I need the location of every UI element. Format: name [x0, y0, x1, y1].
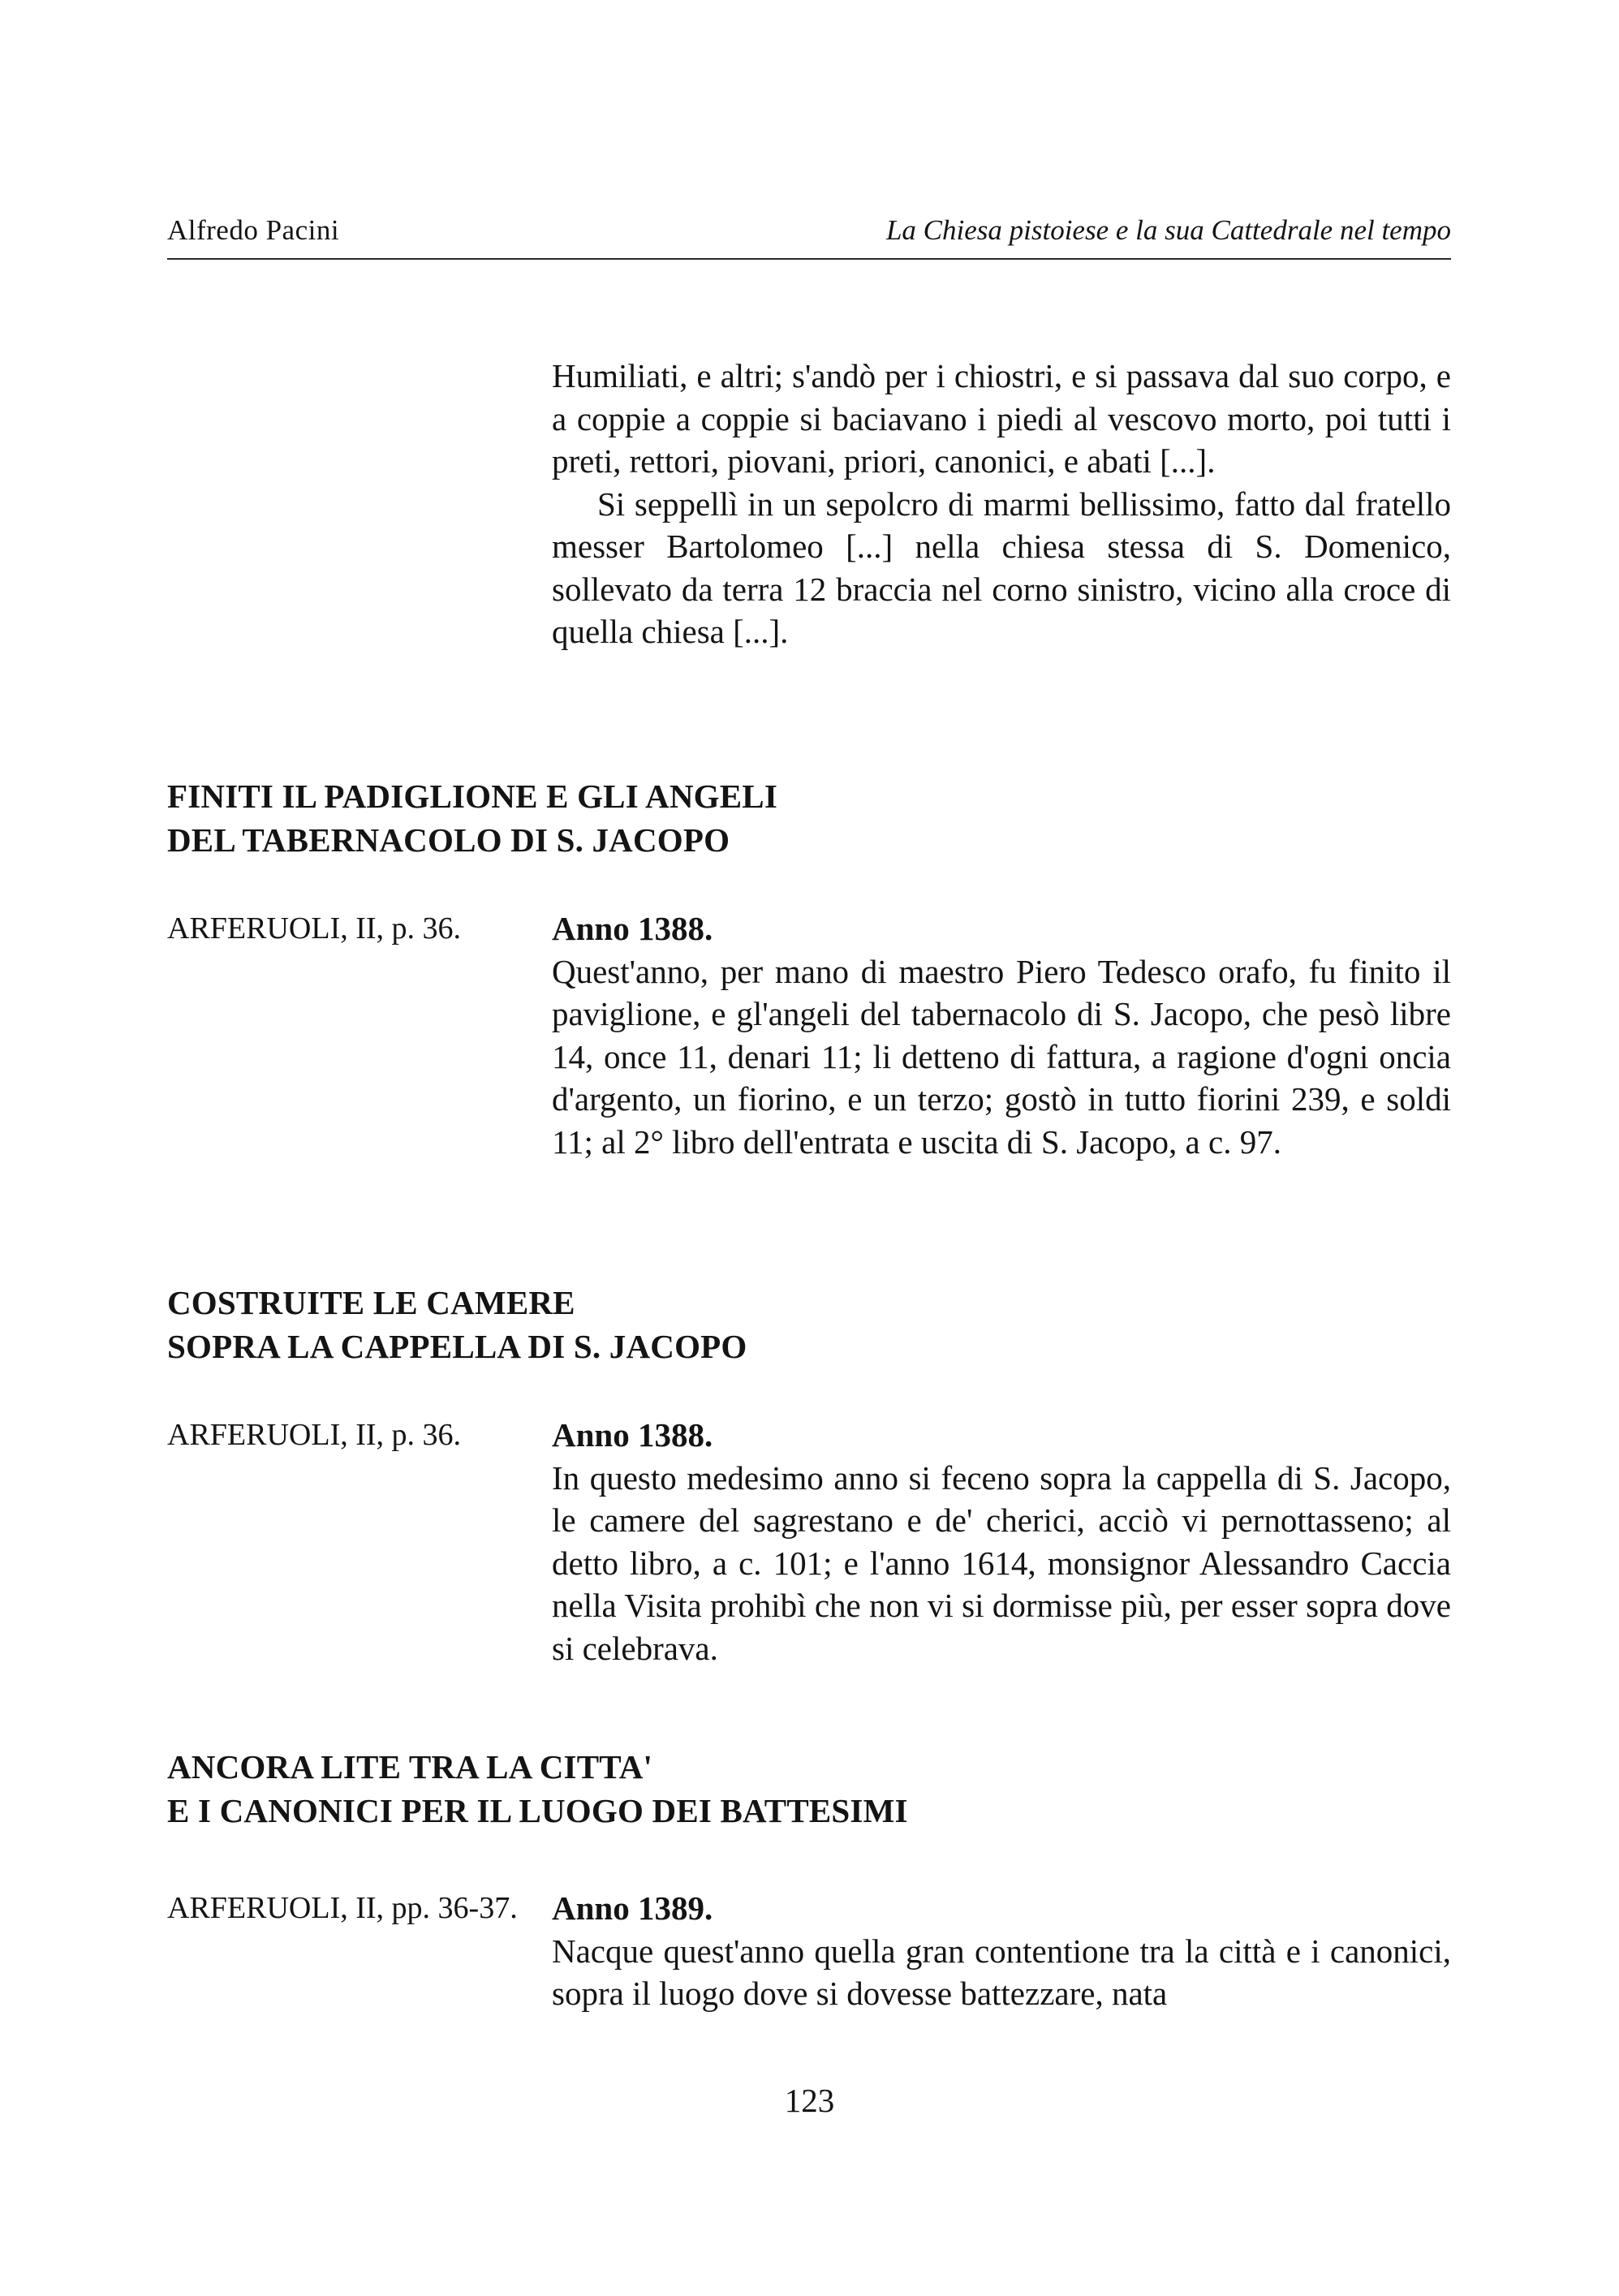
section-title-line: DEL TABERNACOLO DI S. JACOPO	[167, 821, 730, 859]
section-title-line: SOPRA LA CAPPELLA DI S. JACOPO	[167, 1328, 747, 1365]
header-author: Alfredo Pacini	[167, 214, 340, 246]
intro-quotation	[552, 355, 1451, 653]
entry-paragraph: Quest'anno, per mano di maestro Piero Tedesco orafo, fu finito il paviglione, e gl'angeli del tabernacolo di S. Jacopo, che pesò libre 14, once 11, denari 11; li detteno di fattura, a ragione d'ogni oncia d'argento, un fiorino, e un terzo; gostò in tutto fiorini 239, e soldi 11; al 2° libro dell'entrata e uscita di S. Jacopo, a c. 97.	[552, 952, 1451, 1161]
entry-paragraph: Nacque quest'anno quella gran contentione tra la città e i canonici, sopra il luogo dove si dovesse battezzare, nata	[552, 1932, 1451, 2012]
source-reference: ARFERUOLI, II, p. 36.	[167, 911, 462, 946]
entry-year: Anno 1389.	[552, 1889, 713, 1927]
source-reference: ARFERUOLI, II, pp. 36-37.	[167, 1891, 518, 1925]
intro-paragraph: Si seppellì in un sepolcro di marmi bellissimo, fatto dal fratello messer Bartolomeo [...] nella chiesa stessa di S. Domenico, sollevato da terra 12 braccia nel corno sinistro, vicino alla croce di quella chiesa [...].	[552, 485, 1451, 650]
source-reference: ARFERUOLI, II, p. 36.	[167, 1418, 462, 1452]
section-title	[167, 1745, 1451, 1833]
section-title-line: E I CANONICI PER IL LUOGO DEI BATTESIMI	[167, 1792, 908, 1829]
entry-text	[552, 907, 1451, 1163]
intro-paragraph: Humiliati, e altri; s'andò per i chiostri, e si passava dal suo corpo, e a coppie a coppie si baciavano i piedi al vescovo morto, poi tutti i preti, rettori, piovani, priori, canonici, e abati [...].	[552, 357, 1451, 480]
section-title-line: ANCORA LITE TRA LA CITTA'	[167, 1748, 653, 1786]
entry-year: Anno 1388.	[552, 1416, 713, 1454]
section-title-line: FINITI IL PADIGLIONE E GLI ANGELI	[167, 778, 778, 815]
section-title	[167, 1281, 1451, 1368]
entry-year: Anno 1388.	[552, 910, 713, 947]
entry-paragraph: In questo medesimo anno si feceno sopra la cappella di S. Jacopo, le camere del sagrestano e de' cherici, acciò vi pernottasseno; al detto libro, a c. 101; e l'anno 1614, monsignor Alessandro Caccia nella Visita prohibì che non vi si dormisse più, per esser sopra dove si celebrava.	[552, 1458, 1451, 1667]
entry-text	[552, 1887, 1451, 2015]
header-book-title: La Chiesa pistoiese e la sua Cattedrale nel tempo	[885, 214, 1451, 246]
page-number: 123	[784, 2082, 835, 2119]
running-header	[167, 213, 1451, 260]
entry-text	[552, 1414, 1451, 1669]
section-title	[167, 774, 1451, 862]
section-title-line: COSTRUITE LE CAMERE	[167, 1284, 575, 1321]
